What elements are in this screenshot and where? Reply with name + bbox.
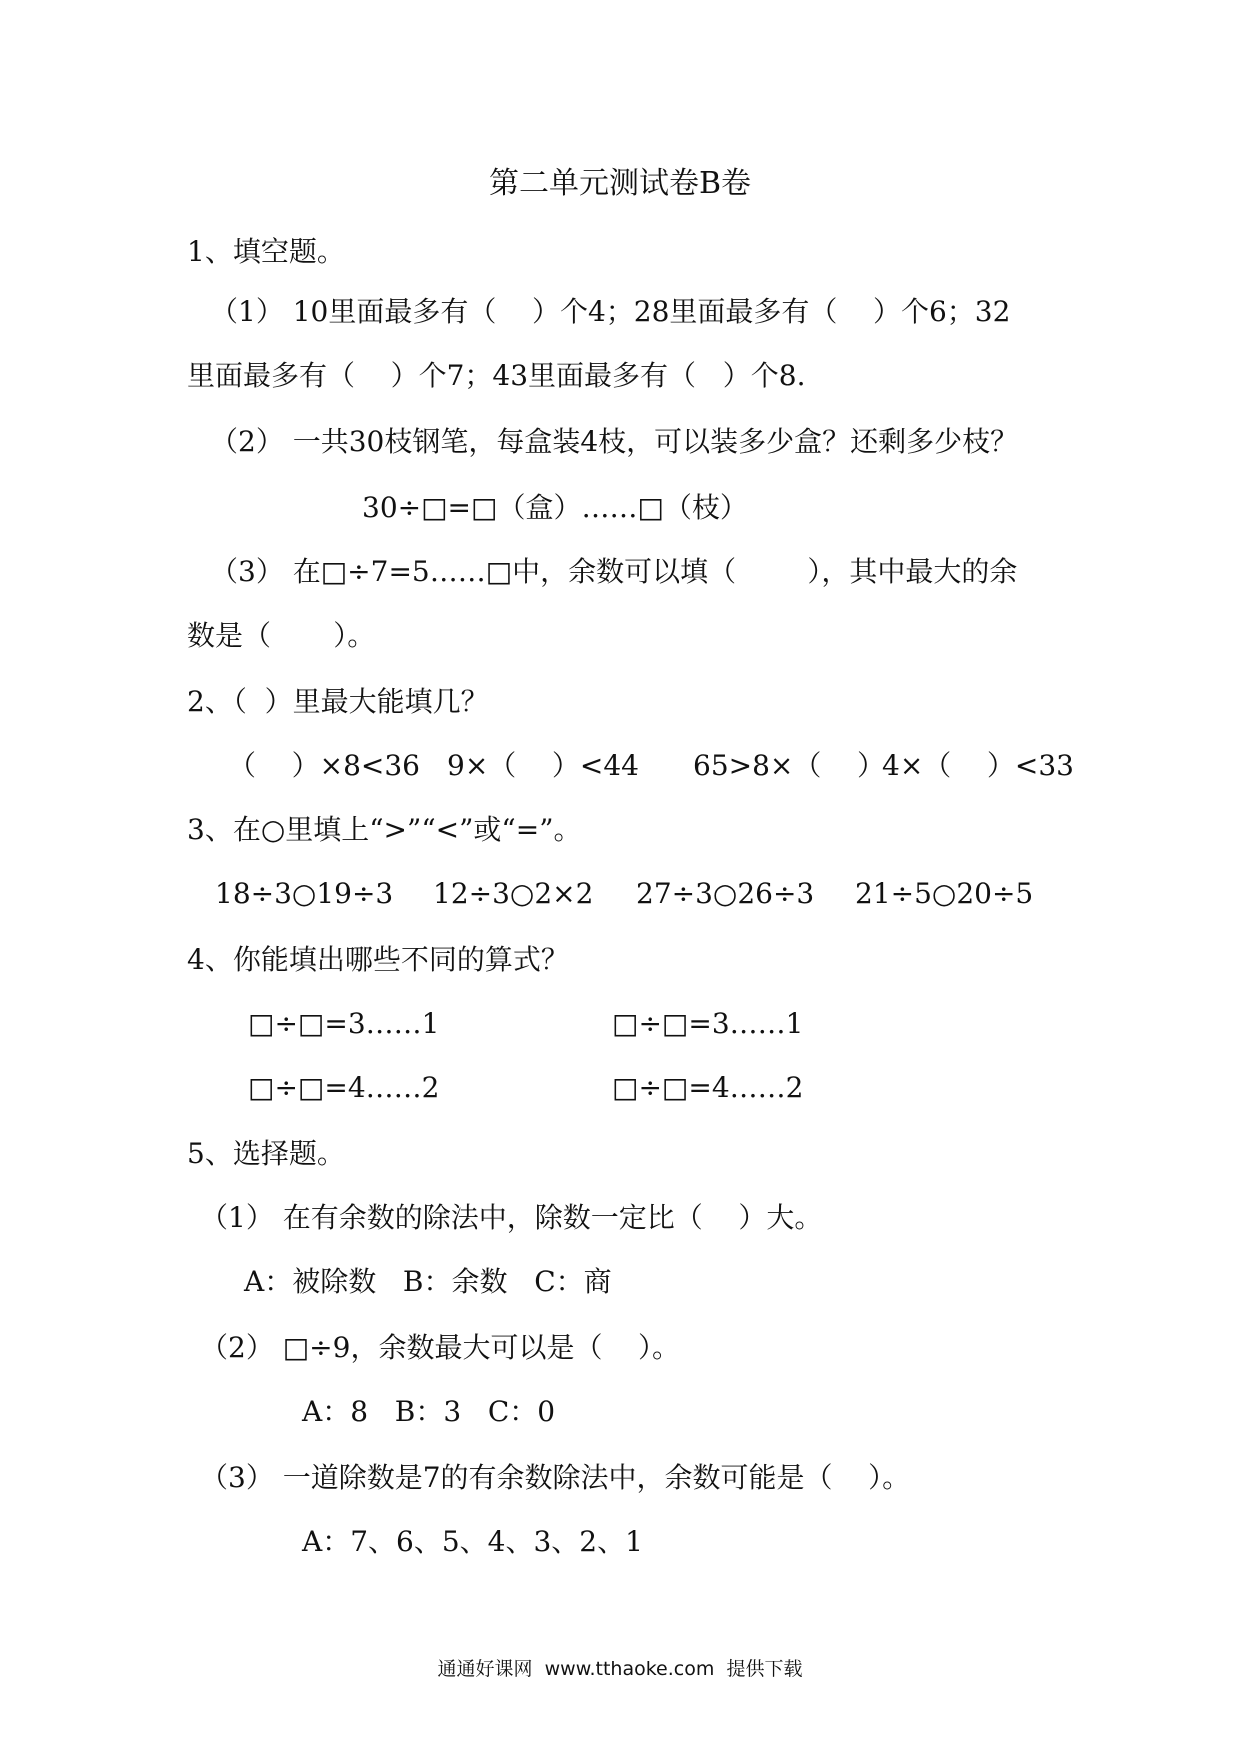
page-title: 第二单元测试卷B卷 bbox=[488, 166, 752, 201]
q4-item-1: □÷□=3……1 bbox=[248, 1007, 440, 1040]
q4-heading: 4、你能填出哪些不同的算式？ bbox=[187, 943, 569, 976]
footer-source: 通通好课网 www.tthaoke.com 提供下载 bbox=[437, 1658, 803, 1680]
q5-heading: 5、选择题。 bbox=[187, 1137, 345, 1170]
q5-sub3-options: A：7、6、5、4、3、2、1 bbox=[302, 1525, 643, 1558]
q5-sub2-options: A：8 B：3 C：0 bbox=[302, 1395, 556, 1428]
q2-item-2: 9×（ ）<44 bbox=[447, 749, 639, 782]
q1-part3-line1: （3） 在□÷7=5……□中，余数可以填（ ），其中最大的余 bbox=[210, 555, 1018, 588]
q5-sub2-question: （2） □÷9，余数最大可以是（ ）。 bbox=[200, 1331, 681, 1364]
q3-item-2: 12÷3○2×2 bbox=[433, 877, 594, 910]
q2-item-4: 4×（ ）<33 bbox=[882, 749, 1074, 782]
q1-heading: 1、填空题。 bbox=[187, 235, 345, 268]
q4-item-3: □÷□=4……2 bbox=[248, 1071, 440, 1104]
q4-item-2: □÷□=3……1 bbox=[612, 1007, 804, 1040]
q1-part1-line1: （1） 10里面最多有（ ）个4；28里面最多有（ ）个6；32 bbox=[210, 295, 1011, 328]
q3-item-4: 21÷5○20÷5 bbox=[855, 877, 1034, 910]
q5-sub3-question: （3） 一道除数是7的有余数除法中，余数可能是（ ）。 bbox=[200, 1461, 911, 1494]
q1-part1-line2: 里面最多有（ ）个7；43里面最多有（ ）个8. bbox=[187, 359, 806, 392]
q2-heading: 2、（ ）里最大能填几？ bbox=[187, 685, 489, 718]
q4-item-4: □÷□=4……2 bbox=[612, 1071, 804, 1104]
q3-item-1: 18÷3○19÷3 bbox=[215, 877, 394, 910]
q1-part2-line1: （2） 一共30枝钢笔，每盒装4枝，可以装多少盒？还剩多少枝？ bbox=[210, 425, 1019, 458]
q5-sub1-question: （1） 在有余数的除法中，除数一定比（ ）大。 bbox=[200, 1201, 823, 1234]
q1-part3-line2: 数是（ ）。 bbox=[187, 619, 376, 652]
q3-item-3: 27÷3○26÷3 bbox=[636, 877, 815, 910]
q2-item-3: 65>8×（ ） bbox=[693, 749, 885, 782]
q3-heading: 3、在○里填上“>”“<”或“=”。 bbox=[187, 813, 582, 846]
q5-sub1-options: A：被除数 B：余数 C：商 bbox=[244, 1265, 612, 1298]
q1-part2-line2: 30÷□=□（盒）……□（枝） bbox=[362, 491, 748, 524]
q2-item-1: （ ）×8<36 bbox=[228, 749, 420, 782]
